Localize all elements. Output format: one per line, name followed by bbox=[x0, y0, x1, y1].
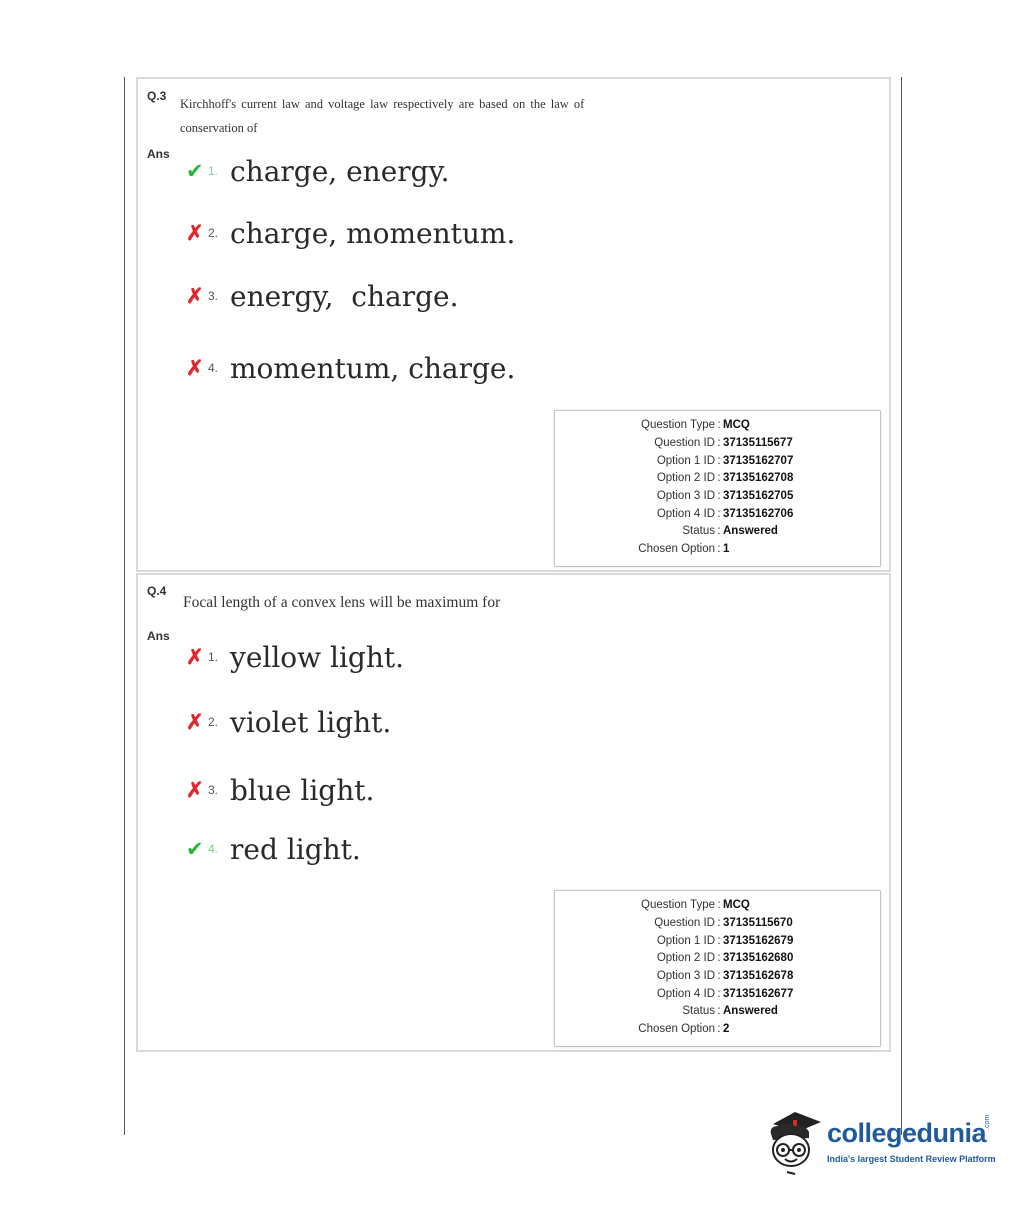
option-number: 4. bbox=[208, 361, 219, 375]
option-text: blue light. bbox=[230, 773, 375, 807]
option-number: 2. bbox=[208, 715, 219, 729]
option-3 bbox=[186, 770, 374, 810]
check-icon: ✔ bbox=[186, 159, 204, 183]
cross-icon: ✗ bbox=[186, 645, 204, 669]
meta-question-id: Question ID : 37135115677 bbox=[654, 437, 793, 449]
question-text-line-1: Kirchhoff's current law and voltage law respectively are based on the law of bbox=[180, 97, 585, 111]
collegedunia-logo bbox=[765, 1102, 995, 1182]
meta-option-1-id: Option 1 ID : 37135162679 bbox=[656, 935, 794, 947]
question-number: Q.3 bbox=[147, 89, 167, 103]
option-text: charge, momentum. bbox=[230, 216, 516, 250]
question-card-3 bbox=[136, 77, 891, 572]
option-text: red light. bbox=[230, 832, 361, 866]
option-number: 1. bbox=[208, 650, 219, 664]
meta-option-3-id: Option 3 ID : 37135162678 bbox=[656, 970, 794, 982]
logo-tagline: India's largest Student Review Platform bbox=[827, 1154, 996, 1164]
option-4 bbox=[186, 348, 515, 388]
option-text: momentum, charge. bbox=[230, 351, 516, 385]
option-text: violet light. bbox=[230, 705, 392, 739]
question-number: Q.4 bbox=[147, 584, 167, 598]
option-text: energy, charge. bbox=[230, 279, 459, 313]
question-meta-panel bbox=[554, 410, 881, 567]
meta-option-4-id: Option 4 ID : 37135162677 bbox=[656, 988, 794, 1000]
cross-icon: ✗ bbox=[186, 221, 204, 245]
mascot-icon bbox=[765, 1104, 825, 1176]
option-3 bbox=[186, 276, 458, 316]
question-meta-panel bbox=[554, 890, 881, 1047]
option-text: charge, energy. bbox=[230, 154, 450, 188]
cross-icon: ✗ bbox=[186, 284, 204, 308]
option-number: 3. bbox=[208, 289, 219, 303]
cross-icon: ✗ bbox=[186, 356, 204, 380]
page-right-border bbox=[901, 77, 902, 1135]
option-1 bbox=[186, 637, 404, 677]
option-number: 4. bbox=[208, 842, 219, 856]
meta-option-3-id: Option 3 ID : 37135162705 bbox=[656, 490, 794, 502]
option-2 bbox=[186, 702, 391, 742]
meta-option-1-id: Option 1 ID : 37135162707 bbox=[656, 455, 794, 467]
option-2 bbox=[186, 213, 515, 253]
meta-question-id: Question ID : 37135115670 bbox=[654, 917, 793, 929]
logo-com: .com bbox=[984, 1114, 991, 1130]
check-icon: ✔ bbox=[186, 837, 204, 861]
meta-question-type: Question Type : MCQ bbox=[641, 419, 750, 431]
option-number: 1. bbox=[208, 164, 219, 178]
meta-chosen-option: Chosen Option : 2 bbox=[638, 1023, 730, 1035]
answer-label: Ans bbox=[147, 147, 170, 161]
meta-chosen-option: Chosen Option : 1 bbox=[638, 543, 730, 555]
meta-status: Status : Answered bbox=[682, 525, 778, 537]
meta-option-2-id: Option 2 ID : 37135162680 bbox=[656, 952, 794, 964]
meta-option-2-id: Option 2 ID : 37135162708 bbox=[656, 472, 794, 484]
question-text-line-1: Focal length of a convex lens will be maximum for bbox=[183, 594, 501, 611]
option-number: 3. bbox=[208, 783, 219, 797]
option-4 bbox=[186, 829, 361, 869]
logo-wordmark: collegedunia bbox=[827, 1118, 987, 1148]
meta-question-type: Question Type : MCQ bbox=[641, 899, 750, 911]
option-1 bbox=[186, 151, 450, 191]
cross-icon: ✗ bbox=[186, 778, 204, 802]
question-card-4 bbox=[136, 573, 891, 1052]
meta-status: Status : Answered bbox=[682, 1005, 778, 1017]
option-text: yellow light. bbox=[230, 640, 405, 674]
cross-icon: ✗ bbox=[186, 710, 204, 734]
question-text-line-2: conservation of bbox=[180, 121, 258, 135]
meta-option-4-id: Option 4 ID : 37135162706 bbox=[656, 508, 794, 520]
answer-label: Ans bbox=[147, 629, 170, 643]
option-number: 2. bbox=[208, 226, 219, 240]
page-left-border bbox=[124, 77, 125, 1135]
